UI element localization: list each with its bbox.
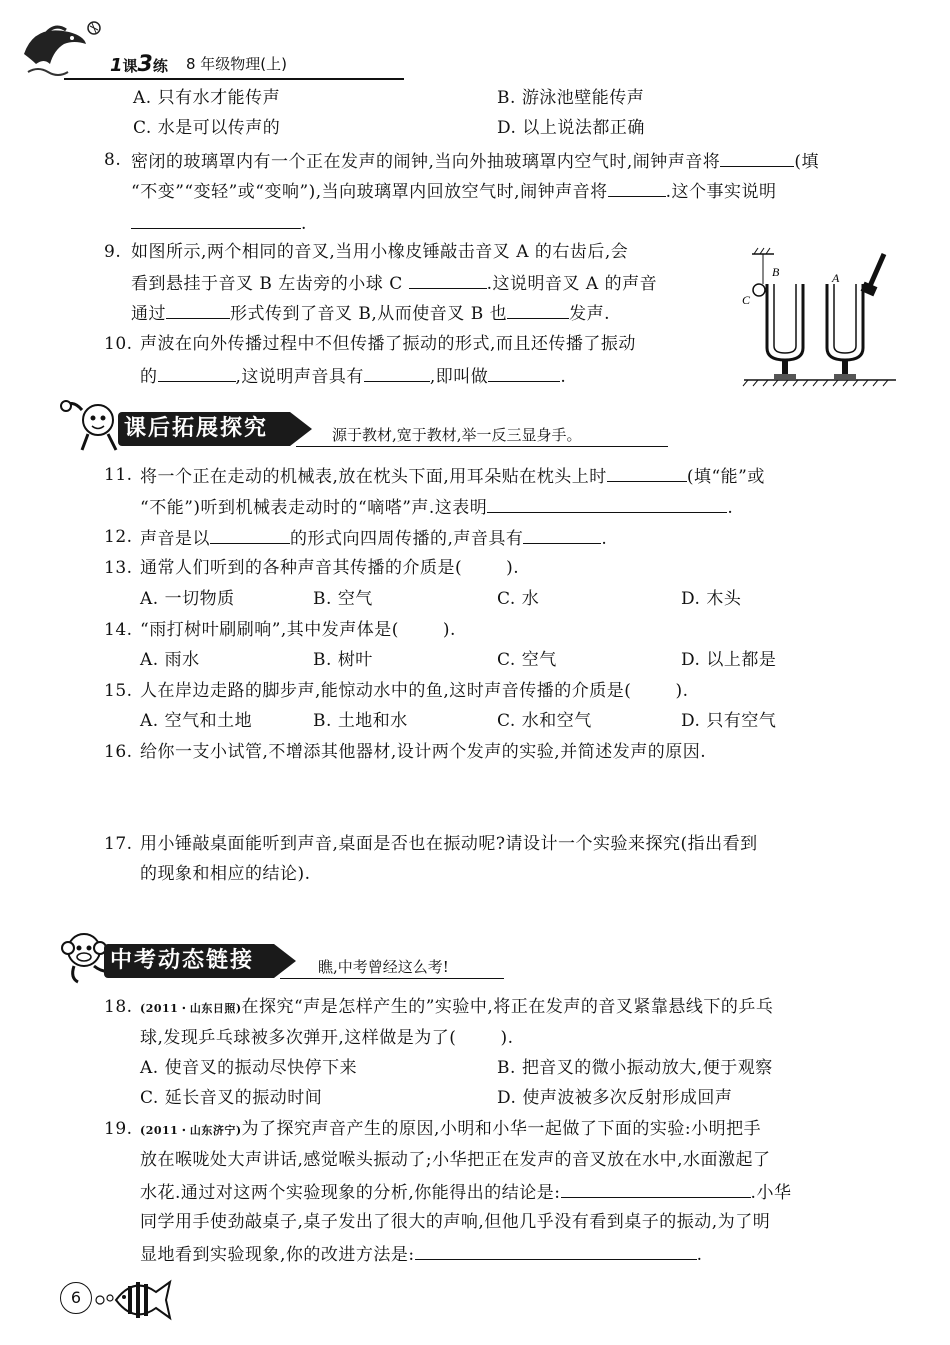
q12-number: 12. (104, 527, 133, 547)
q9-blank-2[interactable] (166, 300, 230, 319)
q16-number: 16. (104, 742, 133, 762)
header-brand: 1课3练 (110, 52, 168, 77)
q16-answer-area[interactable] (140, 770, 890, 826)
q19-blank-1[interactable] (561, 1179, 751, 1198)
q13-number: 13. (104, 558, 133, 578)
q8-number: 8. (104, 150, 122, 170)
q19-source: (2011・山东济宁) (140, 1124, 242, 1137)
q11-blank-1[interactable] (607, 463, 687, 482)
q10-blank-2[interactable] (364, 363, 430, 382)
q11-blank-2[interactable] (487, 494, 727, 513)
q12-blank-2[interactable] (523, 525, 601, 544)
q18-option-c: C. 延长音叉的振动时间 (140, 1088, 323, 1108)
q11-line1: 将一个正在走动的机械表,放在枕头下面,用耳朵贴在枕头上时 (填“能”或 (140, 463, 765, 489)
q14-stem: “雨打树叶刷刷响”,其中发声体是( ). (140, 620, 456, 640)
q10-line1: 声波在向外传播过程中不但传播了振动的形式,而且还传播了振动 (140, 334, 636, 354)
q8-line3: . (131, 210, 307, 236)
q8-line1: 密闭的玻璃罩内有一个正在发声的闹钟,当向外抽玻璃罩内空气时,闹钟声音将 (填 (131, 148, 819, 174)
q11-number: 11. (104, 465, 133, 485)
q9-number: 9. (104, 242, 122, 262)
q16-text: 给你一支小试管,不增添其他器材,设计两个发声的实验,并简述发声的原因. (140, 742, 707, 762)
q18-source: (2011・山东日照) (140, 1002, 242, 1015)
q13-option-a: A. 一切物质 (140, 589, 235, 609)
q9-line3: 通过 形式传到了音叉 B,从而使音叉 B 也 发声. (131, 300, 610, 326)
q15-stem: 人在岸边走路的脚步声,能惊动水中的鱼,这时声音传播的介质是( ). (140, 681, 689, 701)
q9-line2: 看到悬挂于音叉 B 左齿旁的小球 C .这说明音叉 A 的声音 (131, 270, 657, 296)
q15-option-d: D. 只有空气 (681, 711, 777, 731)
header-logo-dolphin (14, 14, 104, 84)
q15-number: 15. (104, 681, 133, 701)
q10-blank-1[interactable] (158, 363, 236, 382)
q17-line1: 用小锤敲桌面能听到声音,桌面是否也在振动呢?请设计一个实验来探究(指出看到 (140, 834, 758, 854)
q8-blank-1[interactable] (720, 148, 794, 167)
q9-line1: 如图所示,两个相同的音叉,当用小橡皮锤敲击音叉 A 的右齿后,会 (131, 242, 629, 262)
q18-number: 18. (104, 997, 133, 1017)
q19-line2: 放在喉咙处大声讲话,感觉喉头振动了;小华把正在发声的音叉放在水中,水面激起了 (140, 1150, 771, 1170)
section1-title: 课后拓展探究 (124, 416, 269, 441)
q10-number: 10. (104, 334, 133, 354)
q17-line2: 的现象和相应的结论). (140, 864, 311, 884)
q14-option-d: D. 以上都是 (681, 650, 777, 670)
page-number: 6 (70, 1288, 82, 1307)
q14-option-c: C. 空气 (497, 650, 557, 670)
section2-title: 中考动态链接 (110, 948, 255, 973)
q12-line: 声音是以 的形式向四周传播的,声音具有 . (140, 525, 607, 551)
page-number-badge (60, 1282, 92, 1314)
q7-option-a: A. 只有水才能传声 (133, 88, 281, 108)
q19-line3: 水花.通过对这两个实验现象的分析,你能得出的结论是: .小华 (140, 1179, 791, 1205)
q18-line1: (2011・山东日照)在探究“声是怎样产生的”实验中,将正在发声的音叉紧靠悬线下的乒乓 (140, 997, 774, 1017)
q11-line2: “不能”)听到机械表走动时的“嘀嗒”声.这表明 . (140, 494, 733, 520)
q14-option-a: A. 雨水 (140, 650, 200, 670)
q13-stem: 通常人们听到的各种声音其传播的介质是( ). (140, 558, 520, 578)
section2-slogan: 瞧,中考曾经这么考! (318, 958, 449, 976)
figure-label-c: C (742, 293, 751, 307)
figure-label-a: A (832, 271, 840, 285)
q9-blank-1[interactable] (409, 270, 487, 289)
section2-rule (280, 978, 504, 979)
q15-option-b: B. 土地和水 (313, 711, 408, 731)
q15-option-c: C. 水和空气 (497, 711, 592, 731)
section1-banner-arrow (290, 412, 312, 446)
q19-line1: (2011・山东济宁)为了探究声音产生的原因,小明和小华一起做了下面的实验:小明把手 (140, 1119, 762, 1139)
q8-line2: “不变”“变轻”或“变响”),当向玻璃罩内回放空气时,闹钟声音将 .这个事实说明 (131, 178, 777, 204)
q19-number: 19. (104, 1119, 133, 1139)
q18-option-b: B. 把音叉的微小振动放大,便于观察 (497, 1058, 773, 1078)
q18-option-a: A. 使音叉的振动尽快停下来 (140, 1058, 358, 1078)
q18-option-d: D. 使声波被多次反射形成回声 (497, 1088, 733, 1108)
q12-blank-1[interactable] (210, 525, 290, 544)
q19-line5: 显地看到实验现象,你的改进方法是: . (140, 1241, 703, 1267)
q7-option-d: D. 以上说法都正确 (497, 118, 645, 138)
q19-line4: 同学用手使劲敲桌子,桌子发出了很大的声响,但他几乎没有看到桌子的振动,为了明 (140, 1212, 771, 1232)
q15-option-a: A. 空气和土地 (140, 711, 253, 731)
q10-line2: 的 ,这说明声音具有 ,即叫做 . (140, 363, 566, 389)
q17-number: 17. (104, 834, 133, 854)
q8-blank-2[interactable] (608, 178, 666, 197)
q7-option-b: B. 游泳池壁能传声 (497, 88, 645, 108)
q13-option-c: C. 水 (497, 589, 540, 609)
q18-line2: 球,发现乒乓球被多次弹开,这样做是为了( ). (140, 1028, 514, 1048)
footer-fish-icon (94, 1272, 174, 1328)
q10-blank-3[interactable] (488, 363, 560, 382)
header-rule (64, 78, 404, 80)
q9-blank-3[interactable] (507, 300, 569, 319)
q8-blank-3[interactable] (131, 210, 301, 229)
q7-option-c: C. 水是可以传声的 (133, 118, 281, 138)
q14-option-b: B. 树叶 (313, 650, 373, 670)
q13-option-d: D. 木头 (681, 589, 742, 609)
q13-option-b: B. 空气 (313, 589, 373, 609)
q17-answer-area[interactable] (140, 892, 890, 932)
tuning-fork-figure (740, 240, 900, 400)
q14-number: 14. (104, 620, 133, 640)
section1-slogan: 源于教材,宽于教材,举一反三显身手。 (332, 426, 582, 444)
section2-banner-arrow (274, 944, 296, 978)
q19-blank-2[interactable] (415, 1241, 697, 1260)
header-book-title: 8 年级物理(上) (186, 55, 288, 73)
section1-rule (296, 446, 668, 447)
figure-label-b: B (772, 265, 780, 279)
